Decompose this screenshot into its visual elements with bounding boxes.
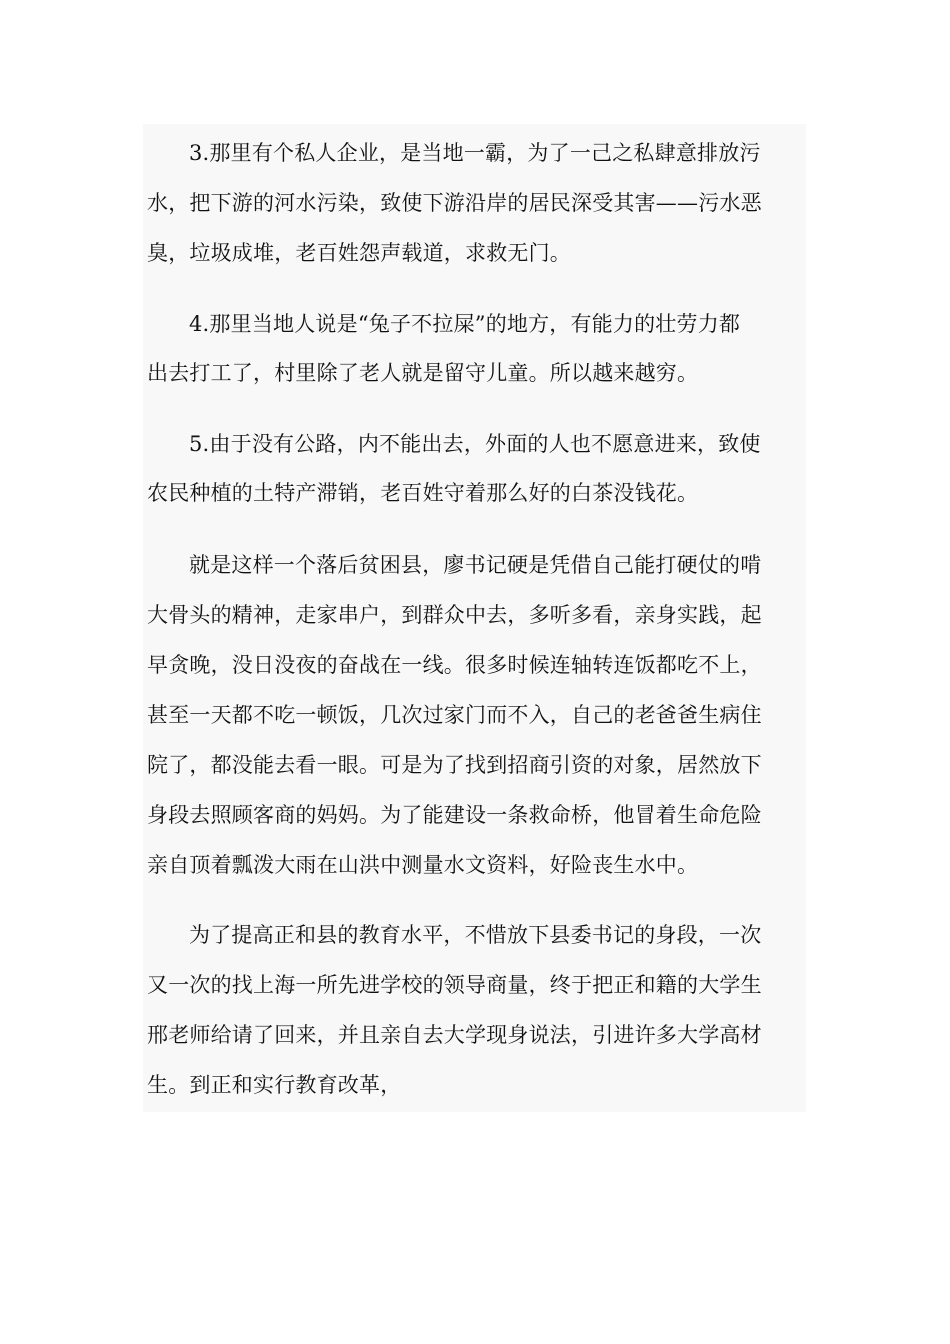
paragraph-line: 5.由于没有公路，内不能出去，外面的人也不愿意进来，致使 bbox=[189, 432, 761, 456]
paragraph-line: 臭，垃圾成堆，老百姓怨声载道，求救无门。 bbox=[147, 241, 571, 265]
paragraph-line: 大骨头的精神，走家串户，到群众中去，多听多看，亲身实践，起 bbox=[147, 603, 762, 627]
paragraph-line: 院了，都没能去看一眼。可是为了找到招商引资的对象，居然放下 bbox=[147, 753, 762, 777]
paragraph-line: 亲自顶着瓢泼大雨在山洪中测量水文资料，好险丧生水中。 bbox=[147, 853, 699, 877]
paragraph-line: 身段去照顾客商的妈妈。为了能建设一条救命桥，他冒着生命危险 bbox=[147, 803, 762, 827]
paragraph-line: 4.那里当地人说是“兔子不拉屎”的地方，有能力的壮劳力都 bbox=[189, 312, 741, 336]
paragraph-line: 3.那里有个私人企业，是当地一霸，为了一己之私肆意排放污 bbox=[189, 141, 761, 165]
paragraph-line: 邢老师给请了回来，并且亲自去大学现身说法，引进许多大学高材 bbox=[147, 1023, 762, 1047]
paragraph-line: 早贪晚，没日没夜的奋战在一线。很多时候连轴转连饭都吃不上， bbox=[147, 653, 762, 677]
text-block bbox=[143, 124, 806, 1112]
paragraph-line: 就是这样一个落后贫困县，廖书记硬是凭借自己能打硬仗的啃 bbox=[189, 553, 762, 577]
paragraph-line: 农民种植的土特产滞销，老百姓守着那么好的白茶没钱花。 bbox=[147, 481, 699, 505]
paragraph-line: 甚至一天都不吃一顿饭，几次过家门而不入，自己的老爸爸生病住 bbox=[147, 703, 762, 727]
paragraph-line: 为了提高正和县的教育水平，不惜放下县委书记的身段，一次 bbox=[189, 923, 762, 947]
paragraph-line: 水，把下游的河水污染，致使下游沿岸的居民深受其害——污水恶 bbox=[147, 191, 762, 215]
paragraph-line: 出去打工了，村里除了老人就是留守儿童。所以越来越穷。 bbox=[147, 361, 699, 385]
paragraph-line: 又一次的找上海一所先进学校的领导商量，终于把正和籍的大学生 bbox=[147, 973, 762, 997]
paragraph-line: 生。到正和实行教育改革， bbox=[147, 1073, 402, 1097]
